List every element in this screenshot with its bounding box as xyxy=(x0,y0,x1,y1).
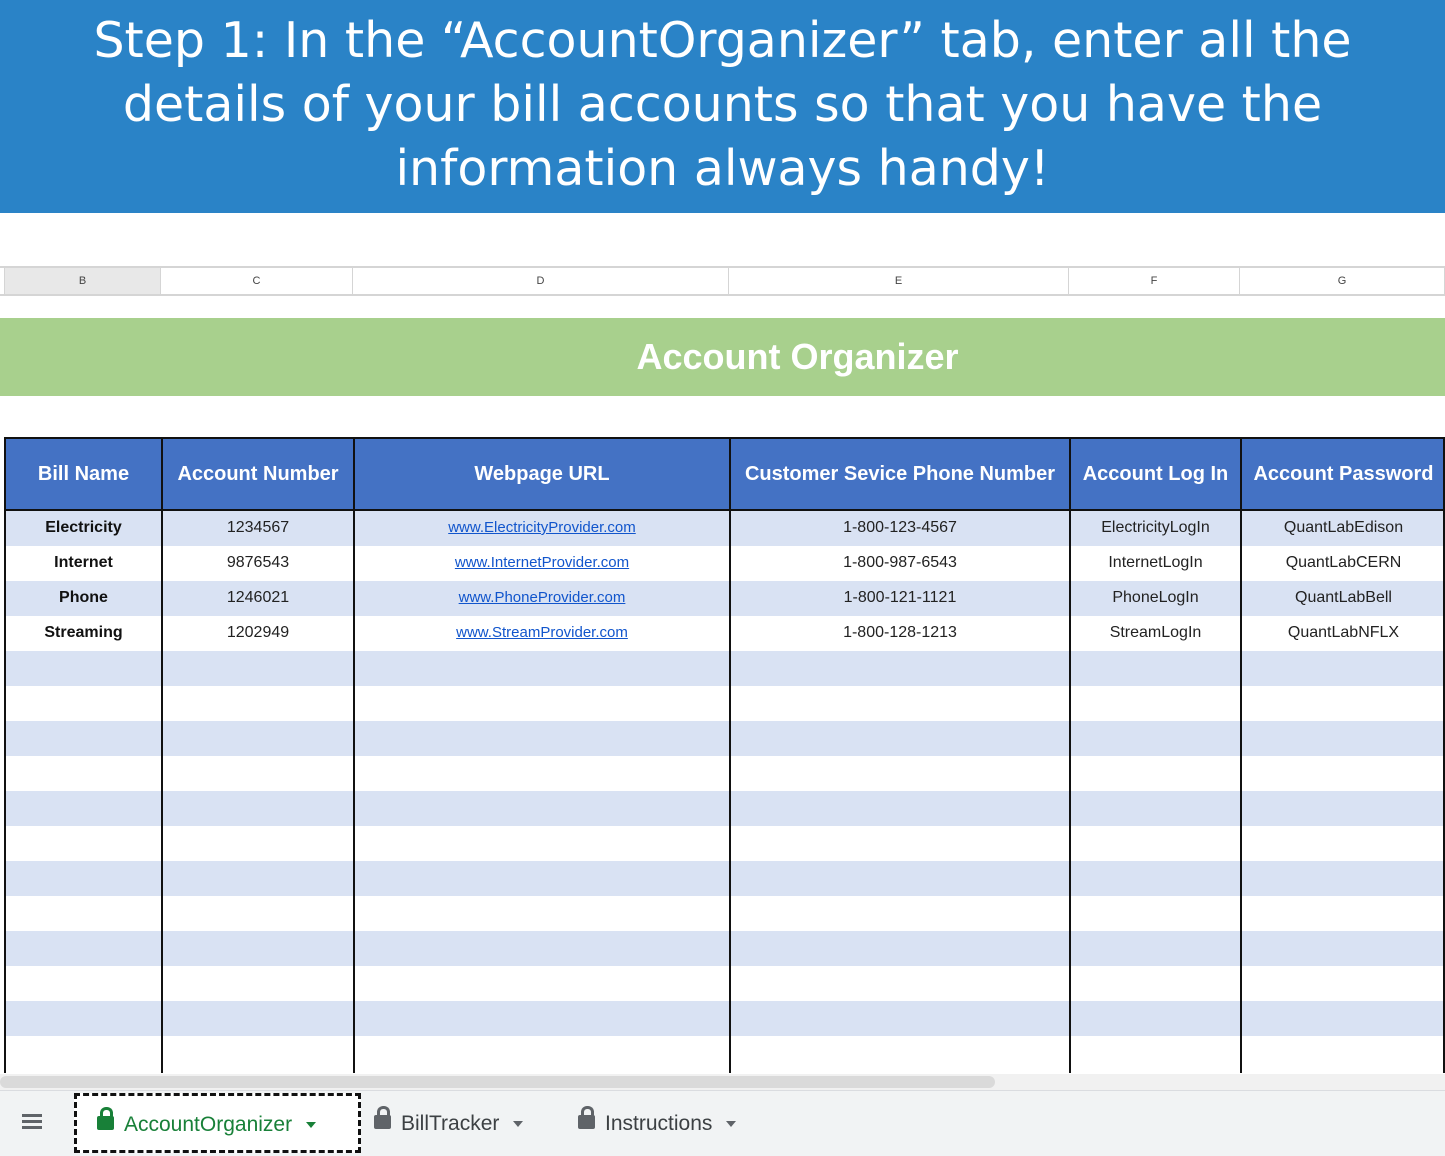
column-letter-g[interactable]: G xyxy=(1240,268,1445,294)
webpage-url-link[interactable]: www.PhoneProvider.com xyxy=(458,589,626,606)
account-number-cell[interactable]: 9876543 xyxy=(226,554,290,571)
login-cell[interactable]: ElectricityLogIn xyxy=(1101,519,1210,536)
empty-cell[interactable] xyxy=(731,966,1069,1001)
empty-cell[interactable] xyxy=(1242,1001,1445,1036)
tab-bill-tracker[interactable] xyxy=(374,1095,523,1153)
empty-cell[interactable] xyxy=(731,756,1069,791)
empty-cell[interactable] xyxy=(731,826,1069,861)
empty-cell[interactable] xyxy=(355,721,729,756)
empty-cell[interactable] xyxy=(1242,756,1445,791)
lock-icon xyxy=(578,1115,595,1129)
table-row xyxy=(6,931,1445,966)
empty-cell[interactable] xyxy=(6,721,161,756)
column-divider xyxy=(161,439,163,1073)
sheet-tab-bar xyxy=(0,1090,1445,1156)
empty-cell[interactable] xyxy=(1242,721,1445,756)
table-row xyxy=(6,1001,1445,1036)
password-cell[interactable]: QuantLabBell xyxy=(1295,589,1392,606)
empty-cell[interactable] xyxy=(731,791,1069,826)
empty-cell[interactable] xyxy=(6,931,161,966)
chevron-down-icon[interactable] xyxy=(726,1121,736,1127)
empty-cell[interactable] xyxy=(163,721,353,756)
login-cell[interactable]: PhoneLogIn xyxy=(1112,589,1199,606)
empty-cell[interactable] xyxy=(1071,931,1240,966)
empty-cell[interactable] xyxy=(163,686,353,721)
empty-cell[interactable] xyxy=(355,756,729,791)
bill-name-cell[interactable]: Internet xyxy=(54,554,113,571)
column-divider xyxy=(1240,439,1242,1073)
table-row xyxy=(6,1036,1445,1071)
empty-cell[interactable] xyxy=(1242,966,1445,1001)
empty-cell[interactable] xyxy=(6,756,161,791)
empty-cell[interactable] xyxy=(6,651,161,686)
empty-cell[interactable] xyxy=(355,791,729,826)
empty-cell[interactable] xyxy=(163,896,353,931)
empty-cell[interactable] xyxy=(355,1001,729,1036)
empty-cell[interactable] xyxy=(1242,791,1445,826)
empty-cell[interactable] xyxy=(6,791,161,826)
empty-cell[interactable] xyxy=(1071,1036,1240,1071)
header-account-number[interactable]: Account Number xyxy=(177,463,339,485)
table-row xyxy=(6,966,1445,1001)
bill-name-cell[interactable]: Electricity xyxy=(45,519,122,536)
empty-cell[interactable] xyxy=(163,966,353,1001)
column-divider xyxy=(729,439,731,1073)
tab-label: Instructions xyxy=(605,1112,713,1135)
empty-cell[interactable] xyxy=(1071,826,1240,861)
empty-cell[interactable] xyxy=(163,756,353,791)
chevron-down-icon[interactable] xyxy=(306,1122,316,1128)
table-row xyxy=(6,511,1445,546)
column-letter-c[interactable]: C xyxy=(161,268,353,294)
empty-cell[interactable] xyxy=(1242,1036,1445,1071)
header-phone-number[interactable]: Customer Sevice Phone Number xyxy=(744,463,1056,485)
phone-number-cell[interactable]: 1-800-128-1213 xyxy=(843,624,957,641)
empty-cell[interactable] xyxy=(1071,896,1240,931)
banner-line-2: details of your bill accounts so that you have the xyxy=(122,76,1323,133)
empty-cell[interactable] xyxy=(355,686,729,721)
empty-cell[interactable] xyxy=(1071,791,1240,826)
empty-cell[interactable] xyxy=(6,1036,161,1071)
tab-instructions[interactable] xyxy=(578,1095,736,1153)
password-cell[interactable]: QuantLabCERN xyxy=(1285,554,1402,571)
lock-icon xyxy=(374,1115,391,1129)
account-number-cell[interactable]: 1234567 xyxy=(226,519,290,536)
header-account-login[interactable]: Account Log In xyxy=(1082,463,1229,485)
table-row xyxy=(6,791,1445,826)
column-letter-e[interactable]: E xyxy=(729,268,1069,294)
empty-cell[interactable] xyxy=(1071,861,1240,896)
table-row xyxy=(6,581,1445,616)
column-divider xyxy=(353,439,355,1073)
empty-cell[interactable] xyxy=(163,931,353,966)
table-row xyxy=(6,756,1445,791)
column-letter-b[interactable]: B xyxy=(4,268,161,294)
banner-line-3: information always handy! xyxy=(395,140,1050,197)
empty-cell[interactable] xyxy=(731,861,1069,896)
empty-cell[interactable] xyxy=(6,826,161,861)
empty-cell[interactable] xyxy=(1071,1001,1240,1036)
empty-cell[interactable] xyxy=(731,1001,1069,1036)
tab-account-organizer[interactable] xyxy=(74,1093,361,1153)
empty-cell[interactable] xyxy=(731,686,1069,721)
bill-name-cell[interactable]: Phone xyxy=(59,589,108,606)
account-table xyxy=(4,437,1445,1073)
empty-cell[interactable] xyxy=(1071,966,1240,1001)
empty-cell[interactable] xyxy=(163,861,353,896)
table-row xyxy=(6,721,1445,756)
account-number-cell[interactable]: 1202949 xyxy=(226,624,290,641)
empty-cell[interactable] xyxy=(6,966,161,1001)
hamburger-menu-icon[interactable] xyxy=(18,1111,46,1137)
table-row xyxy=(6,826,1445,861)
empty-cell[interactable] xyxy=(1242,826,1445,861)
password-cell[interactable]: QuantLabNFLX xyxy=(1287,624,1400,641)
tab-label: AccountOrganizer xyxy=(124,1113,293,1136)
empty-cell[interactable] xyxy=(163,791,353,826)
table-row xyxy=(6,651,1445,686)
webpage-url-link[interactable]: www.StreamProvider.com xyxy=(456,624,628,641)
tab-label: BillTracker xyxy=(401,1112,500,1135)
empty-cell[interactable] xyxy=(731,1036,1069,1071)
table-row xyxy=(6,896,1445,931)
bill-name-cell[interactable]: Streaming xyxy=(44,624,123,641)
webpage-url-link[interactable]: www.InternetProvider.com xyxy=(454,554,630,571)
empty-cell[interactable] xyxy=(1071,721,1240,756)
empty-cell[interactable] xyxy=(1242,861,1445,896)
phone-number-cell[interactable]: 1-800-123-4567 xyxy=(843,519,957,536)
empty-cell[interactable] xyxy=(163,1001,353,1036)
header-webpage-url[interactable]: Webpage URL xyxy=(474,463,610,485)
empty-cell[interactable] xyxy=(6,686,161,721)
lock-icon xyxy=(97,1116,114,1130)
empty-cell[interactable] xyxy=(731,931,1069,966)
empty-cell[interactable] xyxy=(355,896,729,931)
login-cell[interactable]: InternetLogIn xyxy=(1108,554,1203,571)
table-header-row xyxy=(6,439,1445,511)
column-divider xyxy=(1069,439,1071,1073)
webpage-url-link[interactable]: www.ElectricityProvider.com xyxy=(448,519,636,536)
password-cell[interactable]: QuantLabEdison xyxy=(1283,519,1404,536)
table-row xyxy=(6,546,1445,581)
phone-number-cell[interactable]: 1-800-987-6543 xyxy=(843,554,957,571)
column-header-bar xyxy=(0,266,1445,296)
banner-line-1: Step 1: In the “AccountOrganizer” tab, enter all the xyxy=(93,12,1352,69)
empty-cell[interactable] xyxy=(355,861,729,896)
empty-cell[interactable] xyxy=(6,861,161,896)
empty-cell[interactable] xyxy=(1242,651,1445,686)
empty-cell[interactable] xyxy=(163,651,353,686)
empty-cell[interactable] xyxy=(163,1036,353,1071)
account-number-cell[interactable]: 1246021 xyxy=(226,589,290,606)
empty-cell[interactable] xyxy=(731,721,1069,756)
column-letter-f[interactable]: F xyxy=(1069,268,1240,294)
phone-number-cell[interactable]: 1-800-121-1121 xyxy=(843,589,957,606)
empty-cell[interactable] xyxy=(1071,756,1240,791)
sheet-title-band xyxy=(0,318,1445,396)
header-bill-name[interactable]: Bill Name xyxy=(37,463,130,485)
empty-cell[interactable] xyxy=(6,896,161,931)
empty-cell[interactable] xyxy=(1242,931,1445,966)
table-row xyxy=(6,686,1445,721)
instruction-banner xyxy=(0,0,1445,213)
empty-cell[interactable] xyxy=(355,931,729,966)
empty-cell[interactable] xyxy=(1242,686,1445,721)
empty-cell[interactable] xyxy=(355,826,729,861)
empty-cell[interactable] xyxy=(1071,651,1240,686)
column-letter-d[interactable]: D xyxy=(353,268,729,294)
empty-cell[interactable] xyxy=(355,1036,729,1071)
table-row xyxy=(6,861,1445,896)
empty-cell[interactable] xyxy=(6,1001,161,1036)
empty-cell[interactable] xyxy=(163,826,353,861)
empty-cell[interactable] xyxy=(355,651,729,686)
chevron-down-icon[interactable] xyxy=(513,1121,523,1127)
empty-cell[interactable] xyxy=(1242,896,1445,931)
empty-cell[interactable] xyxy=(1071,686,1240,721)
horizontal-scrollbar-thumb[interactable] xyxy=(0,1076,995,1088)
table-row xyxy=(6,616,1445,651)
login-cell[interactable]: StreamLogIn xyxy=(1109,624,1202,641)
sheet-title: Account Organizer xyxy=(636,336,959,377)
empty-cell[interactable] xyxy=(731,651,1069,686)
header-account-password[interactable]: Account Password xyxy=(1253,463,1434,485)
empty-cell[interactable] xyxy=(355,966,729,1001)
empty-cell[interactable] xyxy=(731,896,1069,931)
